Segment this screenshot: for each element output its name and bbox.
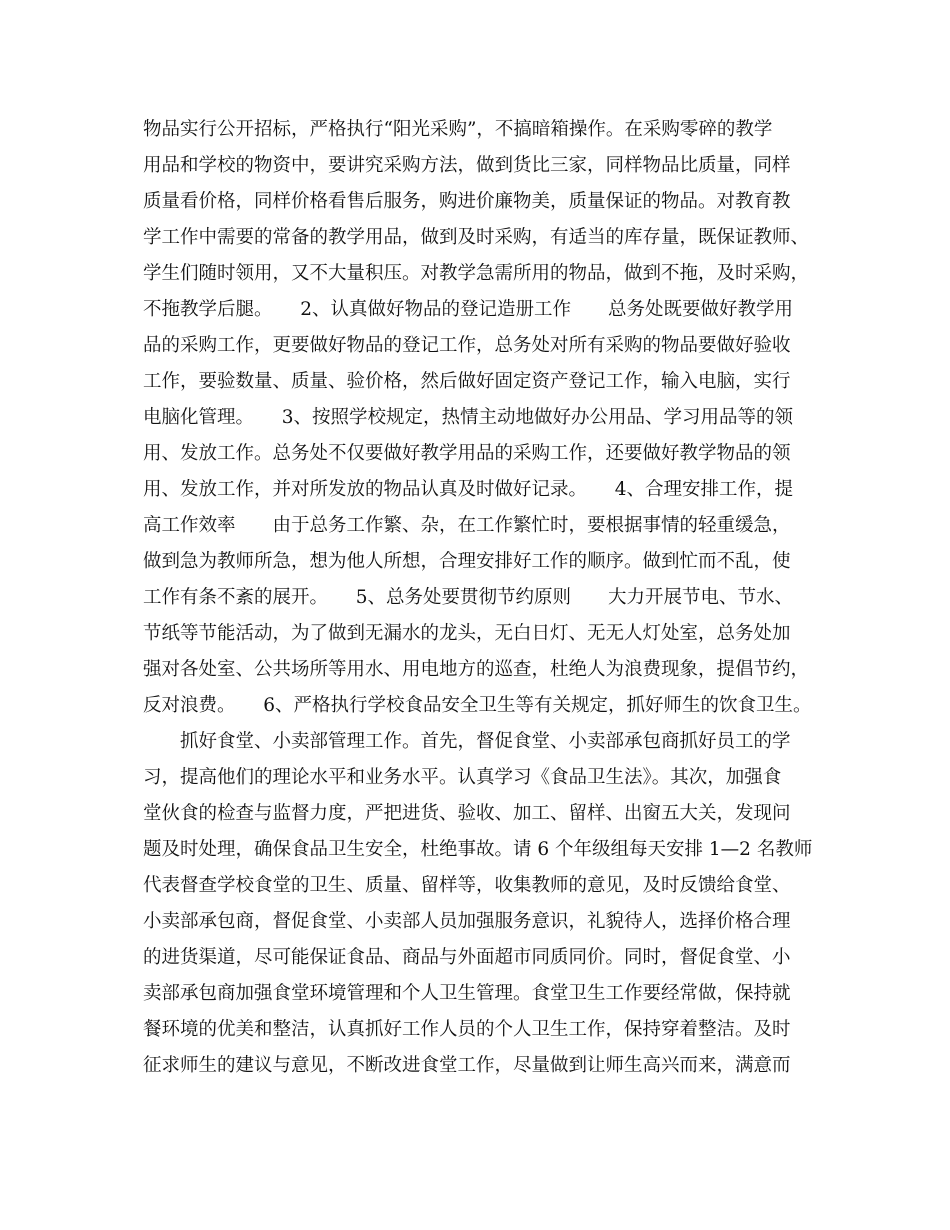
- text-line: 堂伙食的检查与监督力度，严把进货、验收、加工、留样、出窗五大关，发现问: [143, 803, 791, 824]
- text-line: 不拖教学后腿。 2、认真做好物品的登记造册工作 总务处既要做好教学用: [143, 299, 794, 320]
- text-line: 做到急为教师所急，想为他人所想，合理安排好工作的顺序。做到忙而不乱，使: [143, 551, 791, 572]
- text-line: 反对浪费。 6、严格执行学校食品安全卫生等有关规定，抓好师生的饮食卫生。: [143, 695, 812, 716]
- text-line: 习，提高他们的理论水平和业务水平。认真学习《食品卫生法》。其次，加强食: [143, 767, 782, 788]
- text-line: 高工作效率 由于总务工作繁、杂，在工作繁忙时，要根据事情的轻重缓急，: [143, 515, 791, 536]
- text-line: 工作有条不紊的展开。 5、总务处要贯彻节约原则 大力开展节电、节水、: [143, 587, 794, 608]
- text-line: 质量看价格，同样价格看售后服务，购进价廉物美，质量保证的物品。对教育教: [143, 191, 791, 212]
- text-line: 抓好食堂、小卖部管理工作。首先，督促食堂、小卖部承包商抓好员工的学: [143, 731, 791, 752]
- text-line: 学工作中需要的常备的教学用品，做到及时采购，有适当的库存量，既保证教师、: [143, 227, 810, 248]
- text-line: 工作，要验数量、质量、验价格，然后做好固定资产登记工作，输入电脑，实行: [143, 371, 791, 392]
- text-line: 节纸等节能活动，为了做到无漏水的龙头，无白日灯、无无人灯处室，总务处加: [143, 623, 791, 644]
- text-line: 用、发放工作。总务处不仅要做好教学用品的采购工作，还要做好教学物品的领: [143, 443, 791, 464]
- text-line: 卖部承包商加强食堂环境管理和个人卫生管理。食堂卫生工作要经常做，保持就: [143, 983, 791, 1004]
- text-line: 物品实行公开招标，严格执行“阳光采购”，不搞暗箱操作。在采购零碎的教学: [143, 119, 773, 140]
- text-line: 征求师生的建议与意见，不断改进食堂工作，尽量做到让师生高兴而来，满意而: [143, 1055, 791, 1076]
- text-line: 强对各处室、公共场所等用水、用电地方的巡查，杜绝人为浪费现象，提倡节约，: [143, 659, 810, 680]
- text-line: 小卖部承包商，督促食堂、小卖部人员加强服务意识，礼貌待人，选择价格合理: [143, 911, 791, 932]
- text-line: 题及时处理，确保食品卫生安全，杜绝事故。请 6 个年级组每天安排 1—2 名教师: [143, 839, 813, 860]
- text-line: 代表督查学校食堂的卫生、质量、留样等，收集教师的意见，及时反馈给食堂、: [143, 875, 791, 896]
- text-line: 餐环境的优美和整洁，认真抓好工作人员的个人卫生工作，保持穿着整洁。及时: [143, 1019, 791, 1040]
- text-line: 品的采购工作，更要做好物品的登记工作，总务处对所有采购的物品要做好验收: [143, 335, 791, 356]
- text-line: 电脑化管理。 3、按照学校规定，热情主动地做好办公用品、学习用品等的领: [143, 407, 794, 428]
- text-line: 用、发放工作，并对所发放的物品认真及时做好记录。 4、合理安排工作，提: [143, 479, 794, 500]
- text-line: 学生们随时领用，又不大量积压。对教学急需所用的物品，做到不拖，及时采购，: [143, 263, 810, 284]
- text-line: 用品和学校的物资中，要讲究采购方法，做到货比三家，同样物品比质量，同样: [143, 155, 791, 176]
- text-line: 的进货渠道，尽可能保证食品、商品与外面超市同质同价。同时，督促食堂、小: [143, 947, 791, 968]
